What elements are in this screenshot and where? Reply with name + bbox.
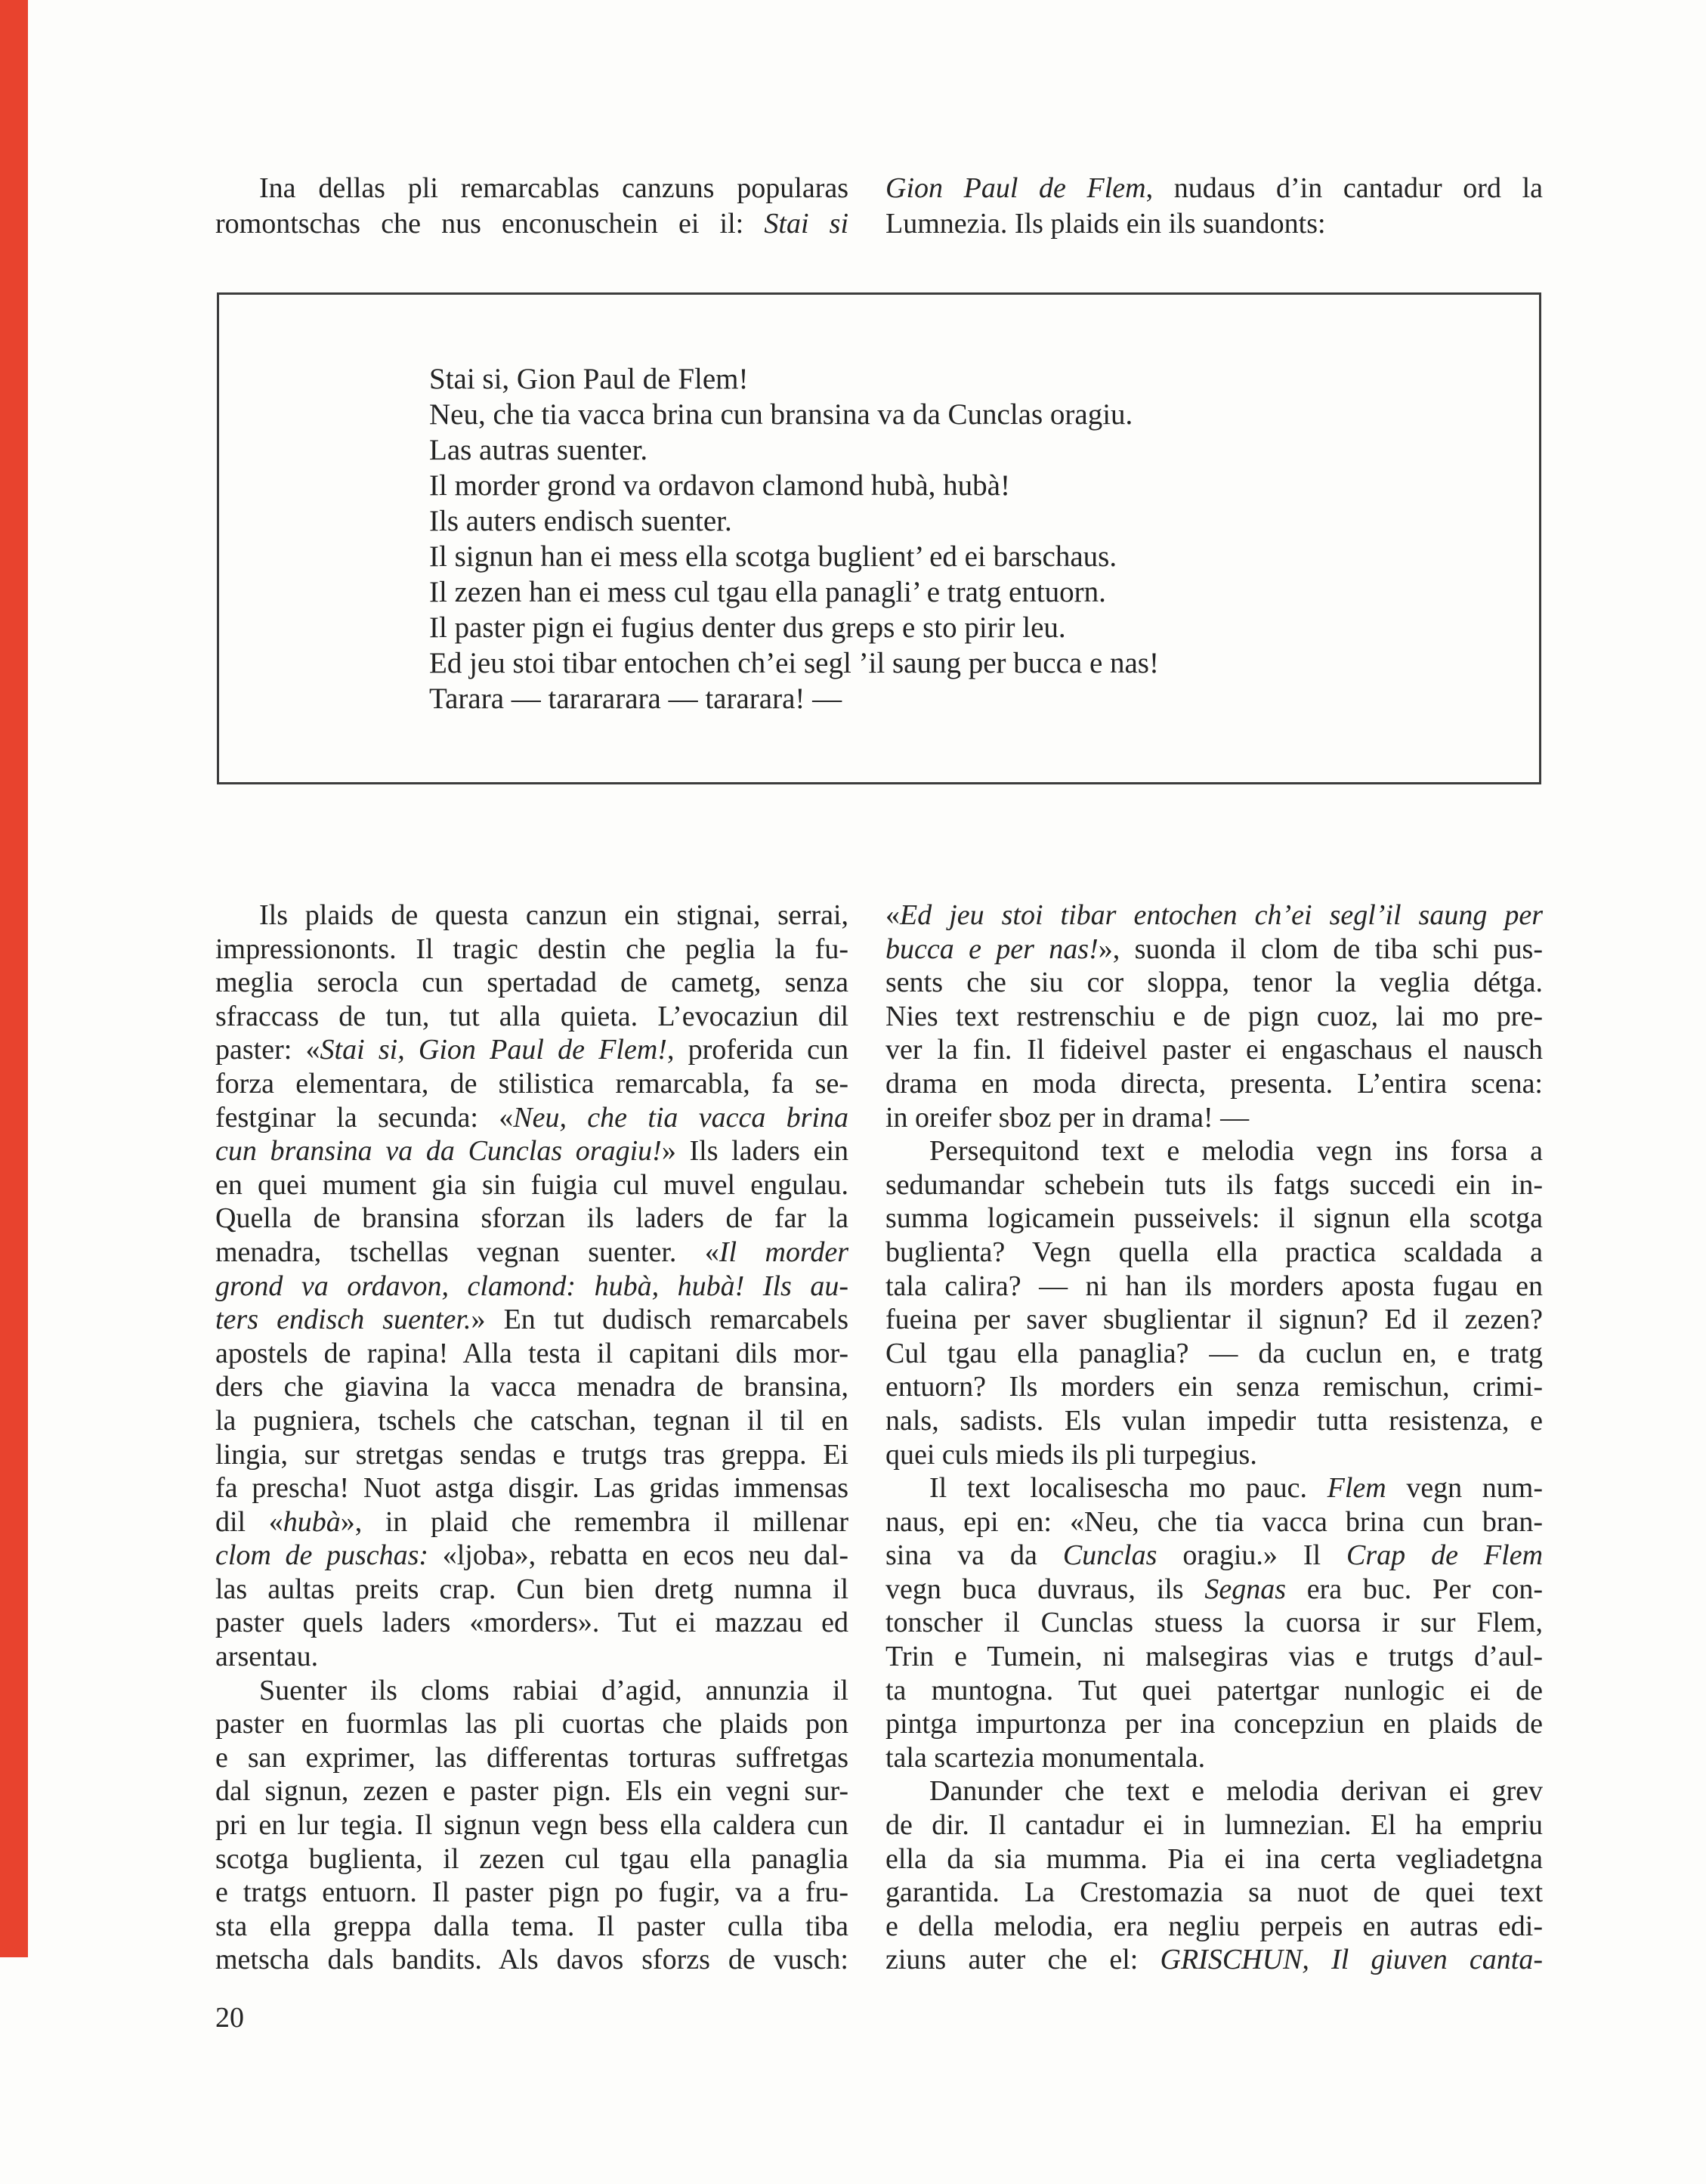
text-line: vegn buca duvraus, ils Segnas era buc. Per con- <box>885 1573 1543 1605</box>
text-line: «Ed jeu stoi tibar entochen ch’ei segl’il saung per <box>885 899 1543 931</box>
text-line: Tarara — tarararara — tararara! — <box>429 682 842 715</box>
text-line: Danunder che text e melodia derivan ei grev <box>929 1775 1543 1808</box>
text-line: scotga buglienta, il zezen cul tgau ella panaglia <box>215 1842 848 1875</box>
text-line: menadra, tschellas vegnan suenter. «Il morder <box>215 1236 849 1268</box>
text-line: de dir. Il cantadur ei in lumnezian. El ha empriu <box>885 1809 1543 1842</box>
text-line: Cul tgau ella panaglia? — da cuclun en, e tratg <box>885 1337 1543 1369</box>
text-line: entuorn? Ils morders ein senza remischun, crimi- <box>885 1371 1543 1403</box>
text-line: Il zezen han ei mess cul tgau ella panagli’ e tratg entuorn. <box>429 576 1106 608</box>
text-line: impressiononts. Il tragic destin che peglia la fu- <box>215 933 848 965</box>
text-line: ella da sia mumma. Pia ei ina certa vegliadetgna <box>885 1842 1543 1875</box>
intro-right-column <box>885 171 1543 242</box>
text-line: Suenter ils cloms rabiai d’agid, annunzia il <box>259 1674 848 1706</box>
text-line: Il text localisescha mo pauc. Flem vegn num- <box>929 1472 1543 1505</box>
text-line: bucca e per nas!», suonda il clom de tiba schi pus- <box>885 933 1543 965</box>
text-line: nals, sadists. Els vulan impedir tutta resistenza, e <box>885 1404 1543 1437</box>
body-left-column <box>215 899 848 1977</box>
text-line: clom de puschas: «ljoba», rebatta en ecos neu dal- <box>215 1539 848 1572</box>
text-line: garantida. La Crestomazia sa nuot de quei text <box>885 1876 1543 1909</box>
text-line: Ed jeu stoi tibar entochen ch’ei segl ’il saung per bucca e nas! <box>429 647 1159 679</box>
text-line: dil «hubà», in plaid che remembra il millenar <box>215 1505 848 1538</box>
text-line: lingia, sur stretgas sendas e trutgs tras greppa. Ei <box>215 1438 848 1471</box>
text-line: sedumandar schebein tuts ils fatgs succedi ein in- <box>885 1168 1543 1201</box>
text-line: ziuns auter che el: GRISCHUN, Il giuven canta- <box>885 1944 1543 1976</box>
text-line: buglienta? Vegn quella ella practica scaldada a <box>885 1236 1543 1268</box>
text-line: grond va ordavon, clamond: hubà, hubà! Ils au- <box>215 1270 848 1302</box>
text-line: cun bransina va da Cunclas oragiu!» Ils laders ein <box>215 1135 848 1168</box>
text-line: pintga impurtonza per ina concepziun en plaids de <box>885 1708 1543 1740</box>
text-line: festginar la secunda: «Neu, che tia vacca brina <box>215 1101 848 1134</box>
song-quote-box <box>217 292 1541 784</box>
text-line: summa logicamein pusseivels: il signun ella scotga <box>885 1202 1543 1235</box>
body-right-column <box>885 899 1543 1977</box>
text-line: naus, epi en: «Neu, che tia vacca brina cun bran- <box>885 1505 1543 1538</box>
text-line: tala calira? — ni han ils morders aposta fugau en <box>885 1270 1543 1302</box>
text-line: Nies text restrenschiu e de pign cuoz, lai mo pre- <box>885 1000 1543 1032</box>
text-line: Ina dellas pli remarcablas canzuns popularas <box>259 172 848 204</box>
text-line: paster en fuormlas las pli cuortas che plaids pon <box>215 1708 848 1740</box>
text-line: paster: «Stai si, Gion Paul de Flem!, proferida cun <box>215 1034 848 1066</box>
text-line: metscha dals bandits. Als davos sforzs de vusch: <box>215 1944 848 1976</box>
text-line: Las autras suenter. <box>429 434 648 466</box>
text-line: ver la fin. Il fideivel paster ei engaschaus el nausch <box>885 1034 1543 1066</box>
text-line: sina va da Cunclas oragiu.» Il Crap de Flem <box>885 1539 1544 1572</box>
text-line: apostels de rapina! Alla testa il capitani dils mor- <box>215 1337 848 1369</box>
text-line: e san exprimer, las differentas torturas suffretgas <box>215 1741 848 1774</box>
text-line: e della melodia, era negliu perpeis en autras edi- <box>885 1910 1543 1942</box>
text-line: en quei mument gia sin fuigia cul muvel engulau. <box>215 1168 848 1201</box>
text-line: Ils plaids de questa canzun ein stignai, serrai, <box>259 899 848 931</box>
text-line: forza elementara, de stilistica remarcabla, fa se- <box>215 1067 848 1100</box>
text-line: Ils auters endisch suenter. <box>429 505 732 537</box>
text-line: pri en lur tegia. Il signun vegn bess ella caldera cun <box>215 1809 848 1842</box>
text-line: sents che siu cor sloppa, tenor la veglia détga. <box>885 967 1543 999</box>
text-line: las aultas preits crap. Cun bien dretg numna il <box>215 1573 848 1605</box>
text-line: tala scartezia monumentala. <box>885 1741 1206 1774</box>
text-line: dal signun, zezen e paster pign. Els ein vegni sur- <box>215 1775 848 1808</box>
text-line: fueina per saver sbuglientar il signun? Ed il zezen? <box>885 1304 1543 1336</box>
red-edge-bar <box>0 0 28 1957</box>
text-line: sta ella greppa dalla tema. Il paster culla tiba <box>215 1910 848 1942</box>
text-line: quei culs mieds ils pli turpegius. <box>885 1438 1257 1471</box>
text-line: e tratgs entuorn. Il paster pign po fugir, va a fru- <box>215 1876 848 1909</box>
text-line: Stai si, Gion Paul de Flem! <box>429 363 749 395</box>
text-line: Gion Paul de Flem, nudaus d’in cantadur ord la <box>885 172 1543 204</box>
text-line: Il paster pign ei fugius denter dus greps e sto pirir leu. <box>429 611 1066 644</box>
text-line: Il morder grond va ordavon clamond hubà, hubà! <box>429 469 1010 502</box>
text-line: paster quels laders «morders». Tut ei mazzau ed <box>215 1607 848 1639</box>
text-line: Persequitond text e melodia vegn ins forsa a <box>929 1135 1543 1168</box>
text-line: Il signun han ei mess ella scotga buglient’ ed ei barschaus. <box>429 540 1117 573</box>
text-line: meglia serocla cun spertadad de cametg, senza <box>215 967 848 999</box>
text-line: Quella de bransina sforzan ils laders de far la <box>215 1202 848 1235</box>
text-line: ders che giavina la vacca menadra de bransina, <box>215 1371 848 1403</box>
song-lyrics <box>429 361 1539 716</box>
text-line: arsentau. <box>215 1641 319 1673</box>
text-line: ters endisch suenter.» En tut dudisch remarcabels <box>215 1304 848 1336</box>
intro-left-column <box>215 171 848 242</box>
text-line: Lumnezia. Ils plaids ein ils suandonts: <box>885 208 1326 240</box>
text-line: fa prescha! Nuot astga disgir. Las gridas immensas <box>215 1472 848 1505</box>
text-line: ta muntogna. Tut quei patertgar nunlogic ei de <box>885 1674 1543 1706</box>
text-line: sfraccass de tun, tut alla quieta. L’evocaziun dil <box>215 1000 848 1032</box>
text-line: romontschas che nus enconuschein ei il: Stai si <box>215 208 848 240</box>
text-line: in oreifer sboz per in drama! — <box>885 1101 1250 1134</box>
text-line: Neu, che tia vacca brina cun bransina va da Cunclas oragiu. <box>429 398 1133 431</box>
text-line: drama en moda directa, presenta. L’entira scena: <box>885 1067 1543 1100</box>
text-line: Trin e Tumein, ni malsegiras vias e trutgs d’aul- <box>885 1641 1543 1673</box>
text-line: la pugniera, tschels che catschan, tegnan il til en <box>215 1404 848 1437</box>
page-number: 20 <box>215 2002 244 2034</box>
text-line: tonscher il Cunclas stuess la cuorsa ir sur Flem, <box>885 1607 1543 1639</box>
